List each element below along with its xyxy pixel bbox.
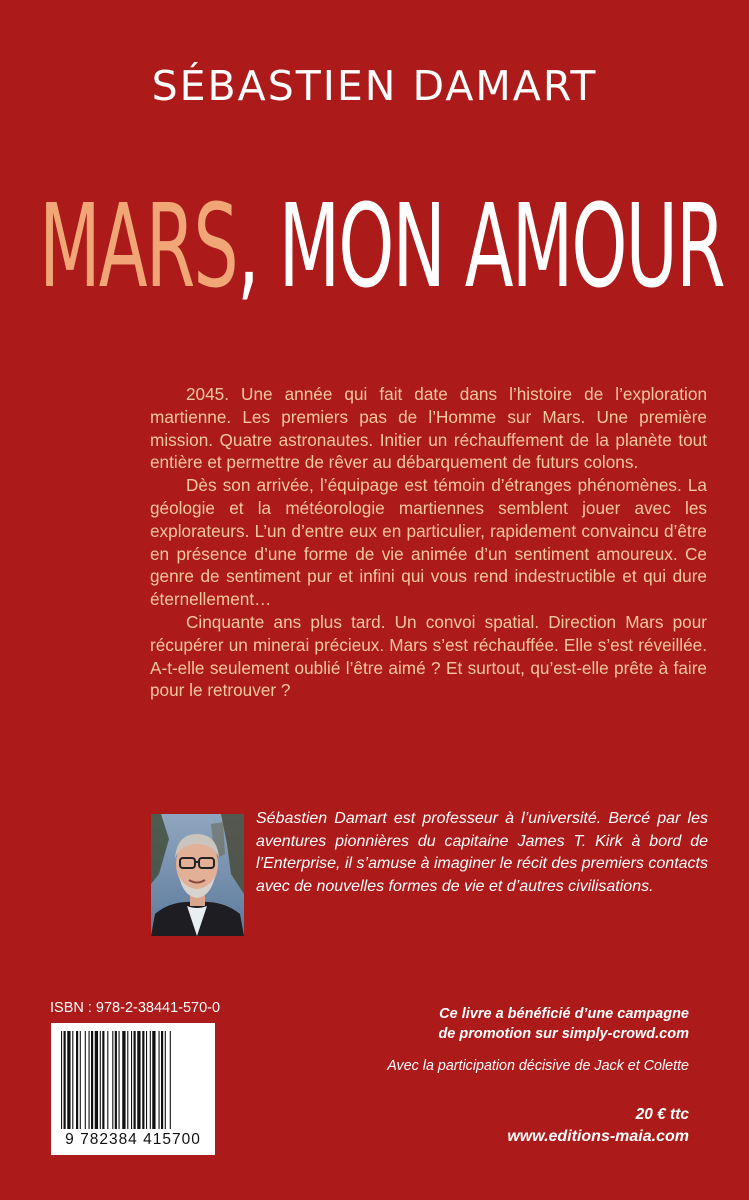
author-bio-text: Sébastien Damart est professeur à l’université. Bercé par les aventures pionnières du capitaine James T. Kirk à bord de l’Enterprise, il s’amuse à imaginer le récit des premiers contacts avec de nouvelles formes de vie et d’autres civilisations. — [256, 810, 708, 895]
barcode-bar — [152, 1031, 155, 1129]
barcode-bar — [170, 1031, 171, 1129]
back-cover-blurb — [150, 383, 707, 702]
barcode-bar — [159, 1031, 160, 1129]
barcode-bar — [119, 1031, 120, 1129]
barcode-bar — [85, 1031, 86, 1129]
barcode-bar — [91, 1031, 93, 1129]
barcode-bar — [80, 1031, 81, 1129]
barcode-bar — [100, 1031, 101, 1129]
book-title — [0, 162, 749, 332]
barcode-bar — [131, 1031, 132, 1129]
barcode-bar — [102, 1031, 104, 1129]
barcode-bar — [61, 1031, 62, 1129]
price-label: 20 € ttc — [635, 1106, 689, 1123]
barcode-bar — [107, 1031, 108, 1129]
blurb-paragraph-3: Cinquante ans plus tard. Un convoi spatial. Direction Mars pour récupérer un minerai précieux. Mars s’est réchauffée. Elle s’est réveillée. A-t-elle seulement oublié l’être aimé ? Et surtout, qu’est-elle prête à faire pour le retrouver ? — [150, 611, 707, 701]
barcode-bar — [161, 1031, 163, 1129]
barcode-bar — [64, 1031, 66, 1129]
publisher-website: www.editions-maia.com — [507, 1128, 689, 1145]
barcode-bar — [115, 1031, 117, 1129]
barcode-bars — [59, 1031, 207, 1129]
barcode-bar — [134, 1031, 136, 1129]
isbn-label: ISBN : 978-2-38441-570-0 — [50, 1000, 221, 1016]
isbn-barcode — [51, 1023, 215, 1155]
barcode-bar — [137, 1031, 140, 1129]
blurb-paragraph-2: Dès son arrivée, l’équipage est témoin d’étranges phénomènes. La géologie et la météorologie martiennes semblent jouer avec les explorateurs. L’un d’entre eux en particulier, rapidement convaincu d’être en présence d’une forme de vie animée d’un sentiment amoureux. Ce genre de sentiment pur et infini qui vous rend indestructible et qui dure éternellement… — [150, 475, 707, 610]
barcode-bar — [127, 1031, 128, 1129]
barcode-bar — [142, 1031, 144, 1129]
barcode-bar — [150, 1031, 151, 1129]
barcode-bar — [165, 1031, 166, 1129]
blurb-paragraph-1: 2045. Une année qui fait date dans l’histoire de l’exploration martienne. Les premiers pas de l’Homme sur Mars. Une première mission. Quatre astronautes. Initier un réchauffement de la planète tout entière et permettre de rêver au débarquement de futurs colons. — [150, 384, 707, 473]
participation-credit: Avec la participation décisive de Jack et Colette — [387, 1058, 689, 1074]
barcode-bar — [76, 1031, 78, 1129]
barcode-bar — [95, 1031, 98, 1129]
promo-line-1: Ce livre a bénéficié d’une campagne — [439, 1006, 689, 1022]
book-author: SÉBASTIEN DAMART — [151, 62, 598, 110]
barcode-bar — [89, 1031, 90, 1129]
barcode-bar — [67, 1031, 70, 1129]
barcode-digits: 9 782384 415700 — [65, 1131, 201, 1148]
author-bio — [256, 808, 708, 898]
book-title-mars: MARS — [39, 180, 237, 314]
barcode-bar — [72, 1031, 73, 1129]
barcode-bar — [146, 1031, 147, 1129]
book-title-mon-amour: , MON AMOUR — [236, 180, 724, 314]
promo-notice — [359, 1004, 689, 1044]
author-portrait-image — [151, 814, 244, 936]
promo-line-2: de promotion sur simply-crowd.com — [438, 1026, 689, 1042]
barcode-bar — [112, 1031, 113, 1129]
author-photo — [151, 814, 244, 936]
barcode-bar — [122, 1031, 125, 1129]
